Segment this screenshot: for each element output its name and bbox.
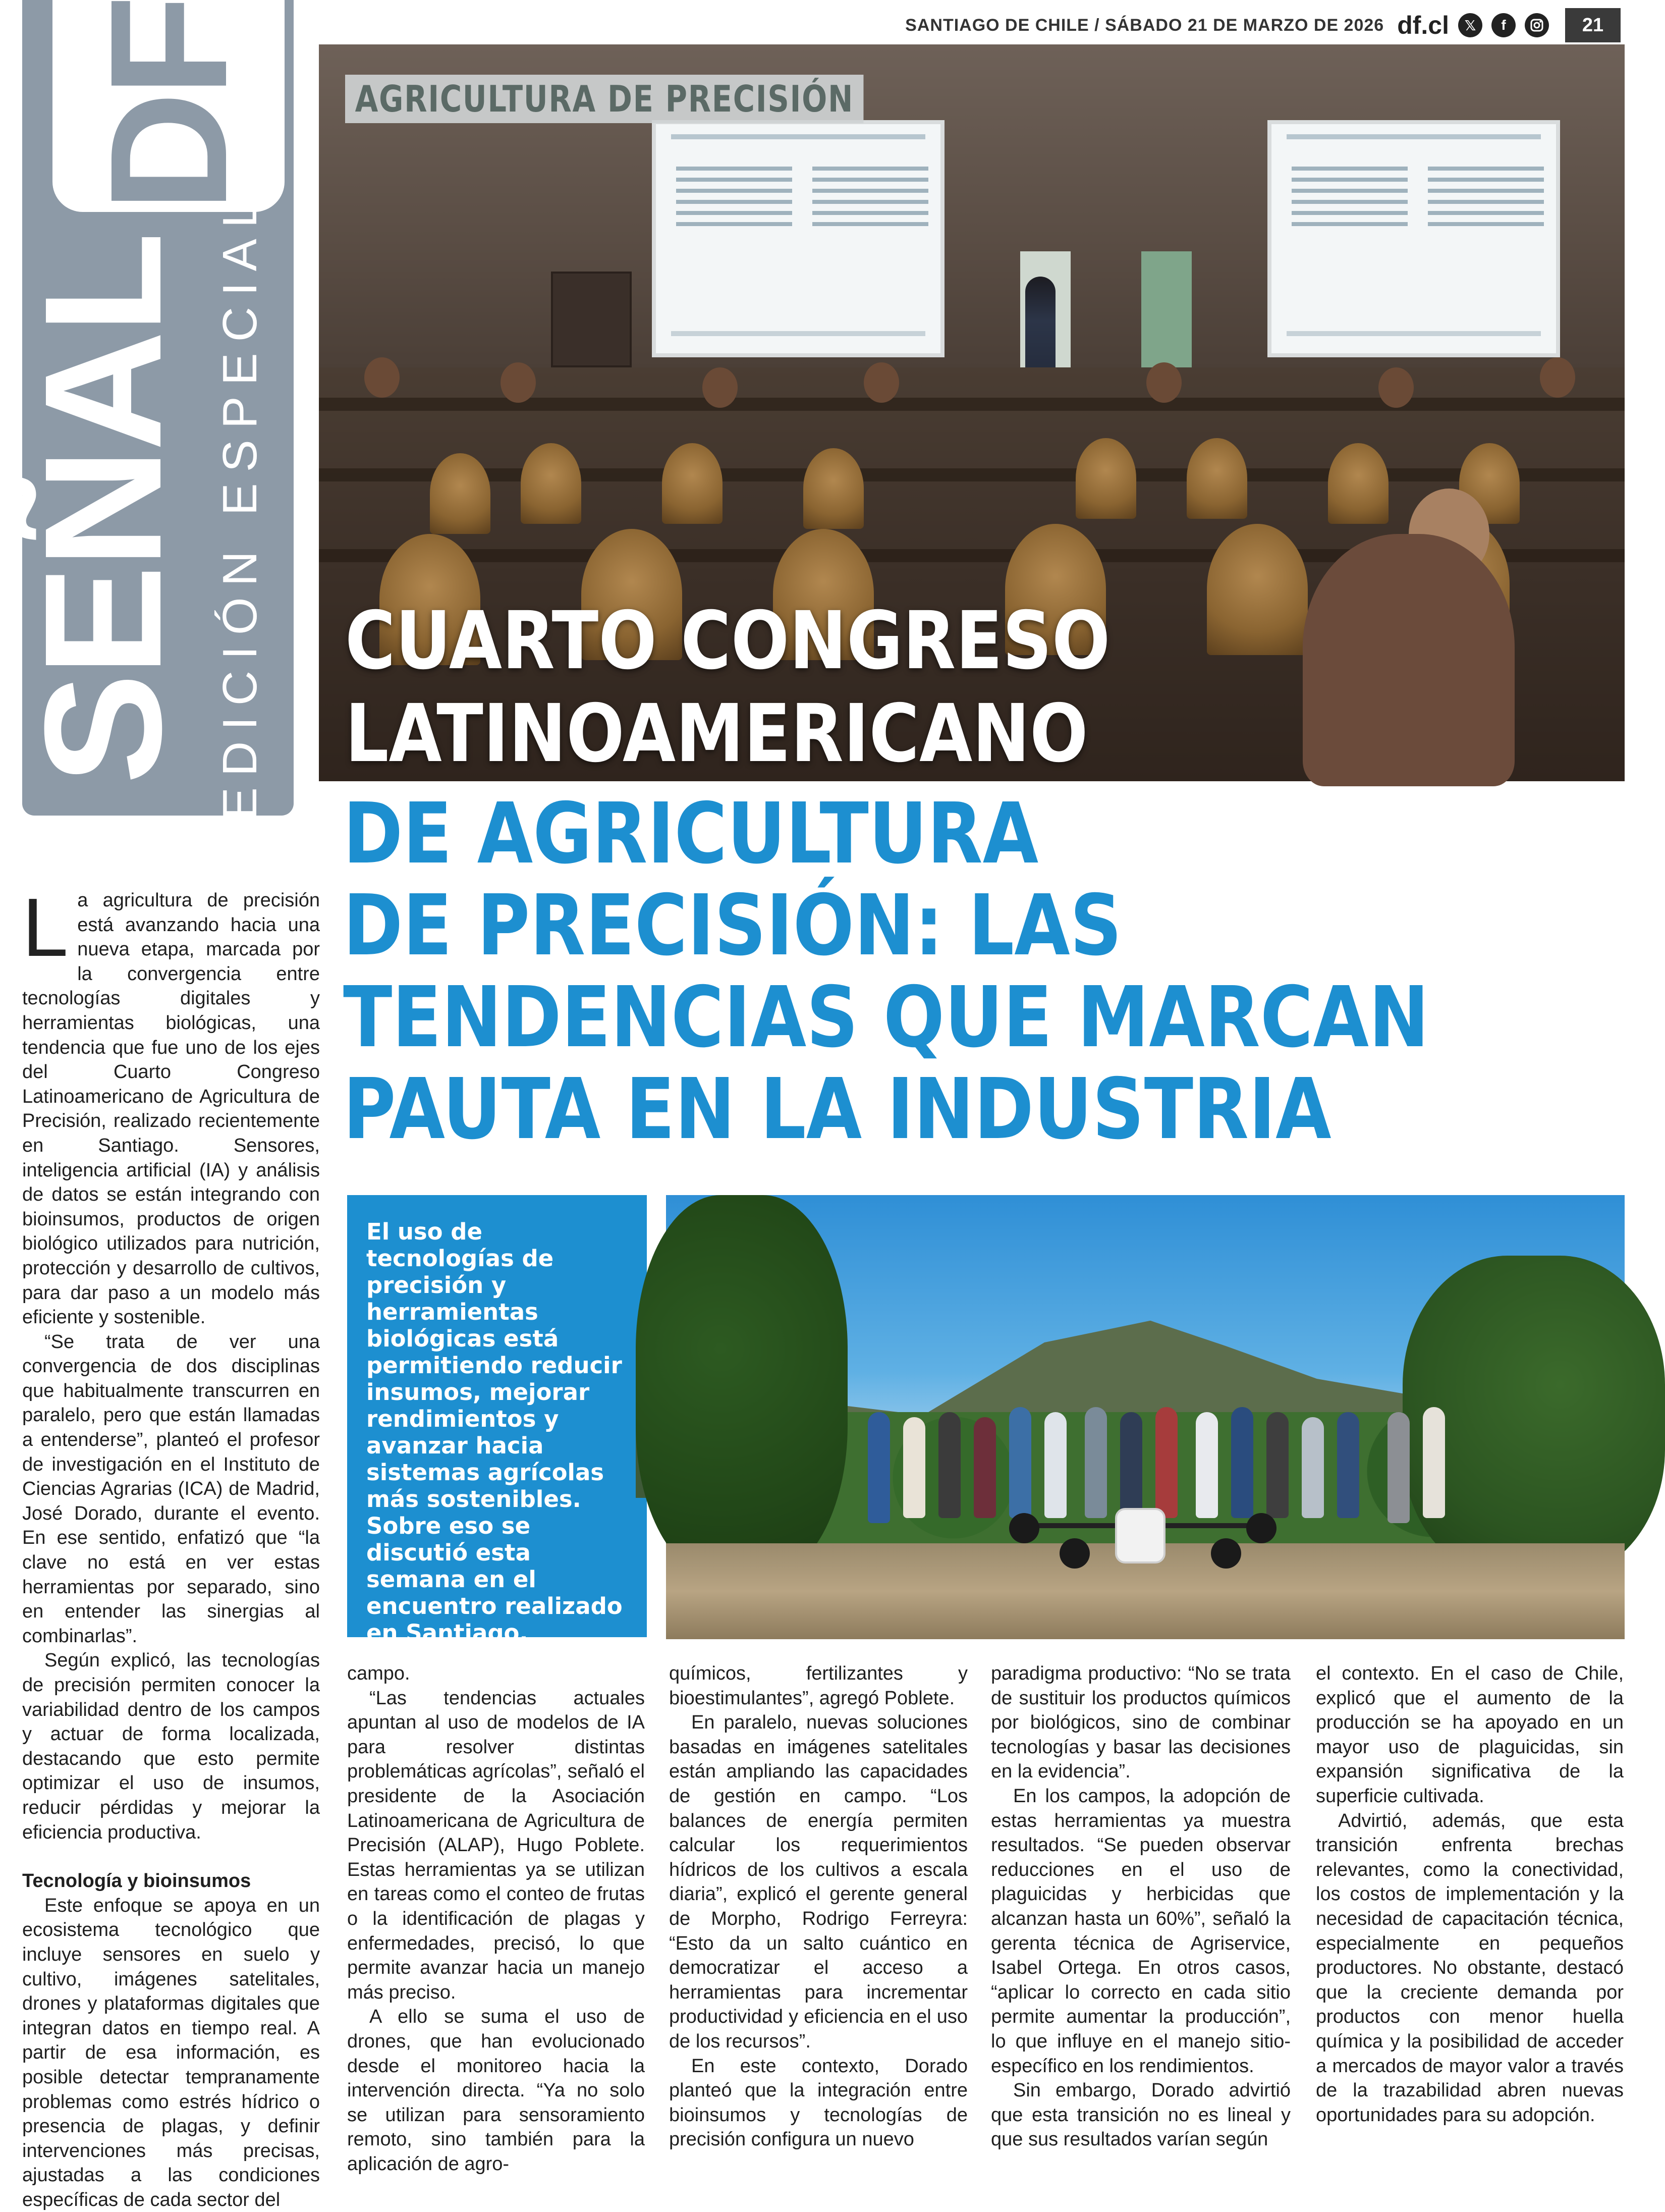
location-date: SANTIAGO DE CHILE / SÁBADO 21 DE MARZO DE 2026 xyxy=(905,15,1384,35)
section-masthead xyxy=(10,0,294,820)
conference-photo xyxy=(319,44,1625,781)
paragraph: A ello se suma el uso de drones, que han evolucionado desde el monitoreo hacia la intervención directa. “Ya no solo se utilizan para sensoramiento remoto, sino también para la aplicación de agro- xyxy=(347,2006,645,2175)
paragraph: el contexto. En el caso de Chile, explicó que el aumento de la producción se ha apoyado en un mayor uso de plaguicidas, sin expansión significativa de la superficie cultivada. xyxy=(1316,1663,1624,1807)
section-name: SEÑAL xyxy=(10,235,196,785)
paragraph: En paralelo, nuevas soluciones basadas en imágenes satelitales están ampliando las capacidades de gestión en campo. “Los balances de energía permiten calcular los requerimientos hídricos de los cultivos a escala diaria”, explicó el gerente general de Morpho, Rodrigo Ferreyra: “Esto da un salto cuántico en democratizar el acceso a herramientas para incrementar productividad y eficiencia en el uso de los recursos”. xyxy=(669,1712,968,2052)
paragraph: Sin embargo, Dorado advirtió que esta transición no es lineal y que sus resultados varían según xyxy=(991,2080,1291,2150)
page-header xyxy=(905,8,1621,42)
headline-overlay xyxy=(345,595,1110,780)
df-logo: DF xyxy=(75,0,261,212)
headline-overlay-line1: CUARTO CONGRESO xyxy=(345,595,1111,687)
drop-cap: L xyxy=(22,881,69,974)
headline-overlay-line2: LATINOAMERICANO xyxy=(345,687,1088,780)
lead-text: El uso de tecnologías de precisión y herramientas biológicas está permitiendo reducir insumos, mejorar rendimientos y avanzar hacia sistemas agrícolas más sostenibles. Sobre eso se discutió esta semana en el encuentro realizado en Santiago. xyxy=(366,1218,623,1646)
article-column-5 xyxy=(1316,1661,1624,2127)
projector-screen-left xyxy=(652,120,945,357)
site-link[interactable]: df.cl xyxy=(1397,11,1449,39)
headline-line4: PAUTA EN LA INDUSTRIA xyxy=(343,1061,1331,1158)
paragraph: Advirtió, además, que esta transición enfrenta brechas relevantes, como la conectividad, los costos de implementación y la necesidad de capacitación técnica, especialmente en pequeños productores. No obstante, destacó que la creciente demanda por productos con menor huella química y la posibilidad de acceder a mercados de mayor valor a través de la trazabilidad abren nuevas oportunidades para su adopción. xyxy=(1316,1810,1624,2126)
instagram-icon[interactable] xyxy=(1525,13,1549,37)
article-column-3 xyxy=(669,1661,968,2152)
article-column-2 xyxy=(347,1661,645,2176)
agricultural-drone xyxy=(1080,1488,1201,1574)
projector-screen-right xyxy=(1267,120,1560,357)
byline: POR ANAÍS PERSSON xyxy=(366,1655,515,1670)
field-group-photo xyxy=(666,1195,1625,1637)
paragraph: paradigma productivo: “No se trata de sustituir los productos químicos por biológicos, sino de combinar tecnologías y basar las decisiones en la evidencia”. xyxy=(991,1663,1291,1783)
paragraph: a agricultura de precisión está avanzando hacia una nueva etapa, marcada por la convergencia entre tecnologías digitales y herramientas biológicas, una tendencia que fue uno de los ejes del Cuarto Congreso Latinoamericano de Agricultura de Precisión, realizado recientemente en Santiago. Sensores, inteligencia artificial (IA) y análisis de datos se están integrando con bioinsumos, productos de origen biológico utilizados para nutrición, protección y desarrollo de cultivos, para dar paso a un modelo más eficiente y sostenible. xyxy=(22,890,320,1328)
headline-line1: DE AGRICULTURA xyxy=(343,785,1039,883)
article-column-1 xyxy=(22,881,320,2212)
article-column-4 xyxy=(991,1661,1291,2152)
paragraph: En este contexto, Dorado planteó que la integración entre bioinsumos y tecnologías de precisión configura un nuevo xyxy=(669,2055,968,2150)
lead-box xyxy=(347,1195,647,1670)
room-door xyxy=(551,272,632,367)
paragraph: “Las tendencias actuales apuntan al uso de modelos de IA para resolver distintas problemáticas agrícolas”, señaló el presidente de la Asociación Latinoamericana de Agricultura de Precisión (ALAP), Hugo Poblete. Estas herramientas ya se utilizan en tareas como el conteo de frutas o la identificación de plagas y enfermedades, precisó, lo que permite avanzar hacia un manejo más preciso. xyxy=(347,1687,645,2003)
headline-line3: TENDENCIAS QUE MARCAN xyxy=(343,969,1429,1066)
subheading: Tecnología y bioinsumos xyxy=(22,1870,251,1892)
headline xyxy=(343,785,1463,1158)
paragraph: químicos, fertilizantes y bioestimulantes”, agregó Poblete. xyxy=(669,1663,968,1709)
edition-label: EDICIÓN ESPECIAL xyxy=(213,189,267,820)
section-tag: AGRICULTURA DE PRECISIÓN xyxy=(345,75,864,123)
paragraph: campo. xyxy=(347,1663,410,1684)
x-icon[interactable]: 𝕏 xyxy=(1458,13,1482,37)
paragraph: En los campos, la adopción de estas herramientas ya muestra resultados. “Se pueden observar reducciones en el uso de plaguicidas y herbicidas que alcanzan hasta un 60%”, señaló la gerenta técnica de Agriservice, Isabel Ortega. En otros casos, “aplicar lo correcto en cada sitio permite aumentar la producción”, lo que influye en el manejo sitio-específico en los rendimientos. xyxy=(991,1785,1291,2077)
page-number: 21 xyxy=(1565,8,1621,42)
field-tree-left xyxy=(636,1195,848,1579)
paragraph: “Se trata de ver una convergencia de dos disciplinas que habitualmente transcurren en paralelo, pero que están llamadas a entenderse”, planteó el profesor de investigación en el Instituto de Ciencias Agrarias (ICA) de Madrid, José Dorado, durante el evento. En ese sentido, enfatizó que “la clave no está en ver estas herramientas por separado, sino en entender las sinergias al combinarlas”. xyxy=(22,1331,320,1647)
paragraph: Según explicó, las tecnologías de precisión permiten conocer la variabilidad dentro de los campos y actuar de forma localizada, destacando que esto permite optimizar el uso de insumos, reducir pérdidas y mejorar la eficiencia productiva. xyxy=(22,1650,320,1843)
headline-line2: DE PRECISIÓN: LAS xyxy=(343,877,1122,975)
paragraph: Este enfoque se apoya en un ecosistema tecnológico que incluye sensores en suelo y cultivo, imágenes satelitales, drones y plataformas digitales que integran datos en tiempo real. A partir de esa información, es posible detectar tempranamente problemas como estrés hídrico o presencia de plagas, y definir intervenciones más precisas, ajustadas a las condiciones específicas de cada sector del xyxy=(22,1895,320,2210)
facebook-icon[interactable]: f xyxy=(1491,13,1516,37)
